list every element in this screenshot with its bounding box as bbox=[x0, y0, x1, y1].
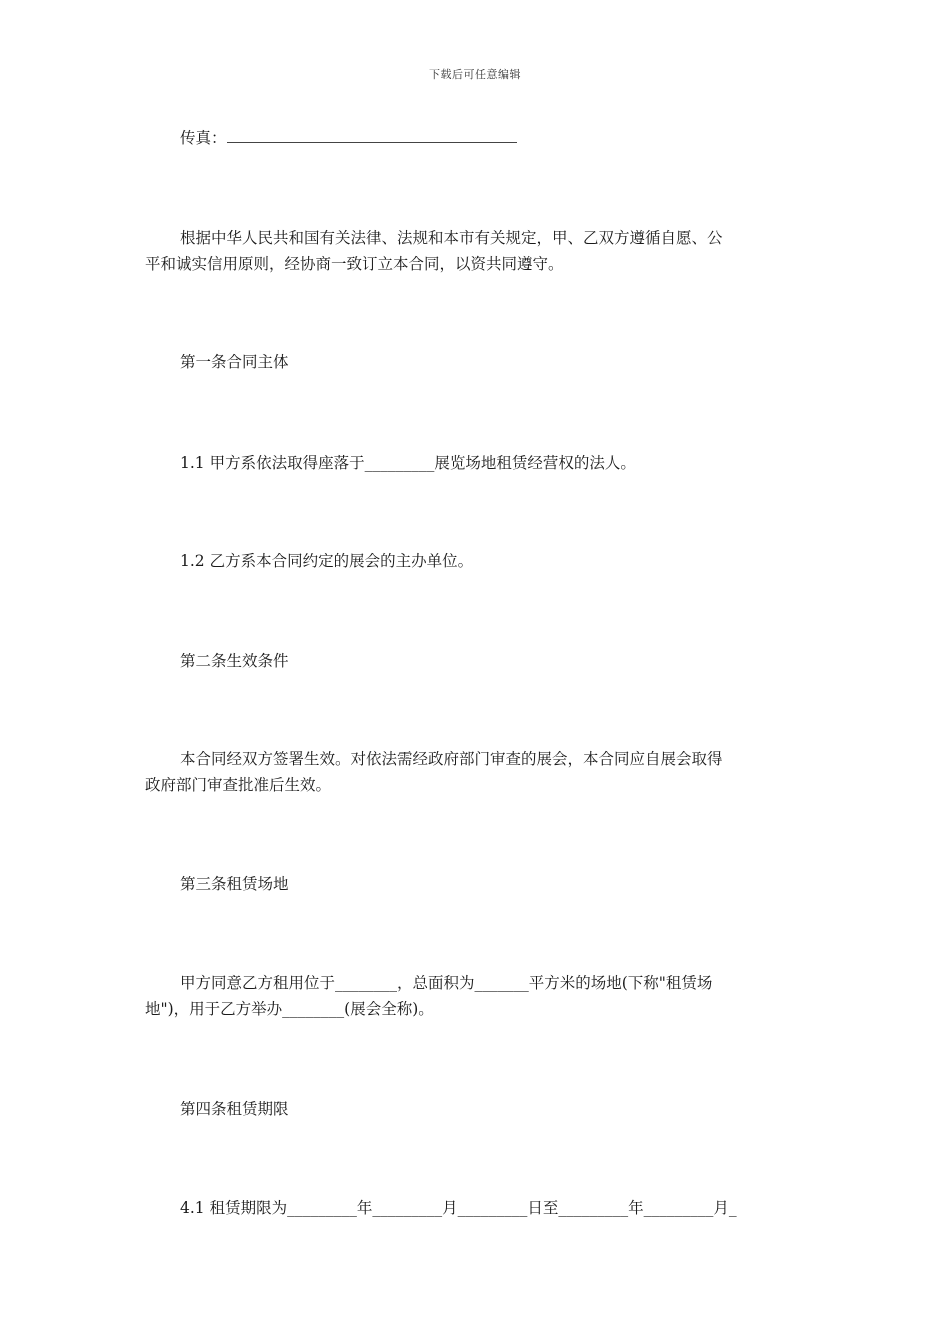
article-3-line-1: 甲方同意乙方租用位于________，总面积为_______平方米的场地(下称"租赁场 bbox=[180, 974, 713, 992]
preamble-line-1: 根据中华人民共和国有关法律、法规和本市有关规定，甲、乙双方遵循自愿、公 bbox=[180, 229, 723, 247]
clause-1-1 bbox=[180, 450, 810, 476]
page-header: 下载后可任意编辑 bbox=[429, 68, 521, 81]
clause-1-2: 1.2 乙方系本合同约定的展会的主办单位。 bbox=[180, 552, 474, 570]
article-1-title: 第一条合同主体 bbox=[180, 353, 289, 371]
clause-4-1: 4.1 租赁期限为_________年_________月_________日至_________年_________月_ bbox=[180, 1199, 737, 1217]
article-3-line-2: 地")，用于乙方举办________(展会全称)。 bbox=[145, 1000, 434, 1018]
clause-1-1-prefix: 1.1 甲方系依法取得座落于 bbox=[180, 454, 365, 472]
fax-blank bbox=[227, 128, 517, 143]
article-2-title: 第二条生效条件 bbox=[180, 652, 289, 670]
article-2-line-1: 本合同经双方签署生效。对依法需经政府部门审查的展会，本合同应自展会取得 bbox=[180, 750, 723, 768]
fax-label: 传真： bbox=[180, 129, 227, 147]
preamble-line-2: 平和诚实信用原则，经协商一致订立本合同，以资共同遵守。 bbox=[145, 255, 564, 273]
article-2-line-2: 政府部门审查批准后生效。 bbox=[145, 776, 332, 794]
article-4-title: 第四条租赁期限 bbox=[180, 1100, 289, 1118]
fax-line bbox=[180, 125, 810, 151]
clause-1-1-blank: _________ bbox=[364, 454, 435, 472]
article-3-title: 第三条租赁场地 bbox=[180, 875, 289, 893]
clause-1-1-suffix: 展览场地租赁经营权的法人。 bbox=[434, 454, 636, 472]
